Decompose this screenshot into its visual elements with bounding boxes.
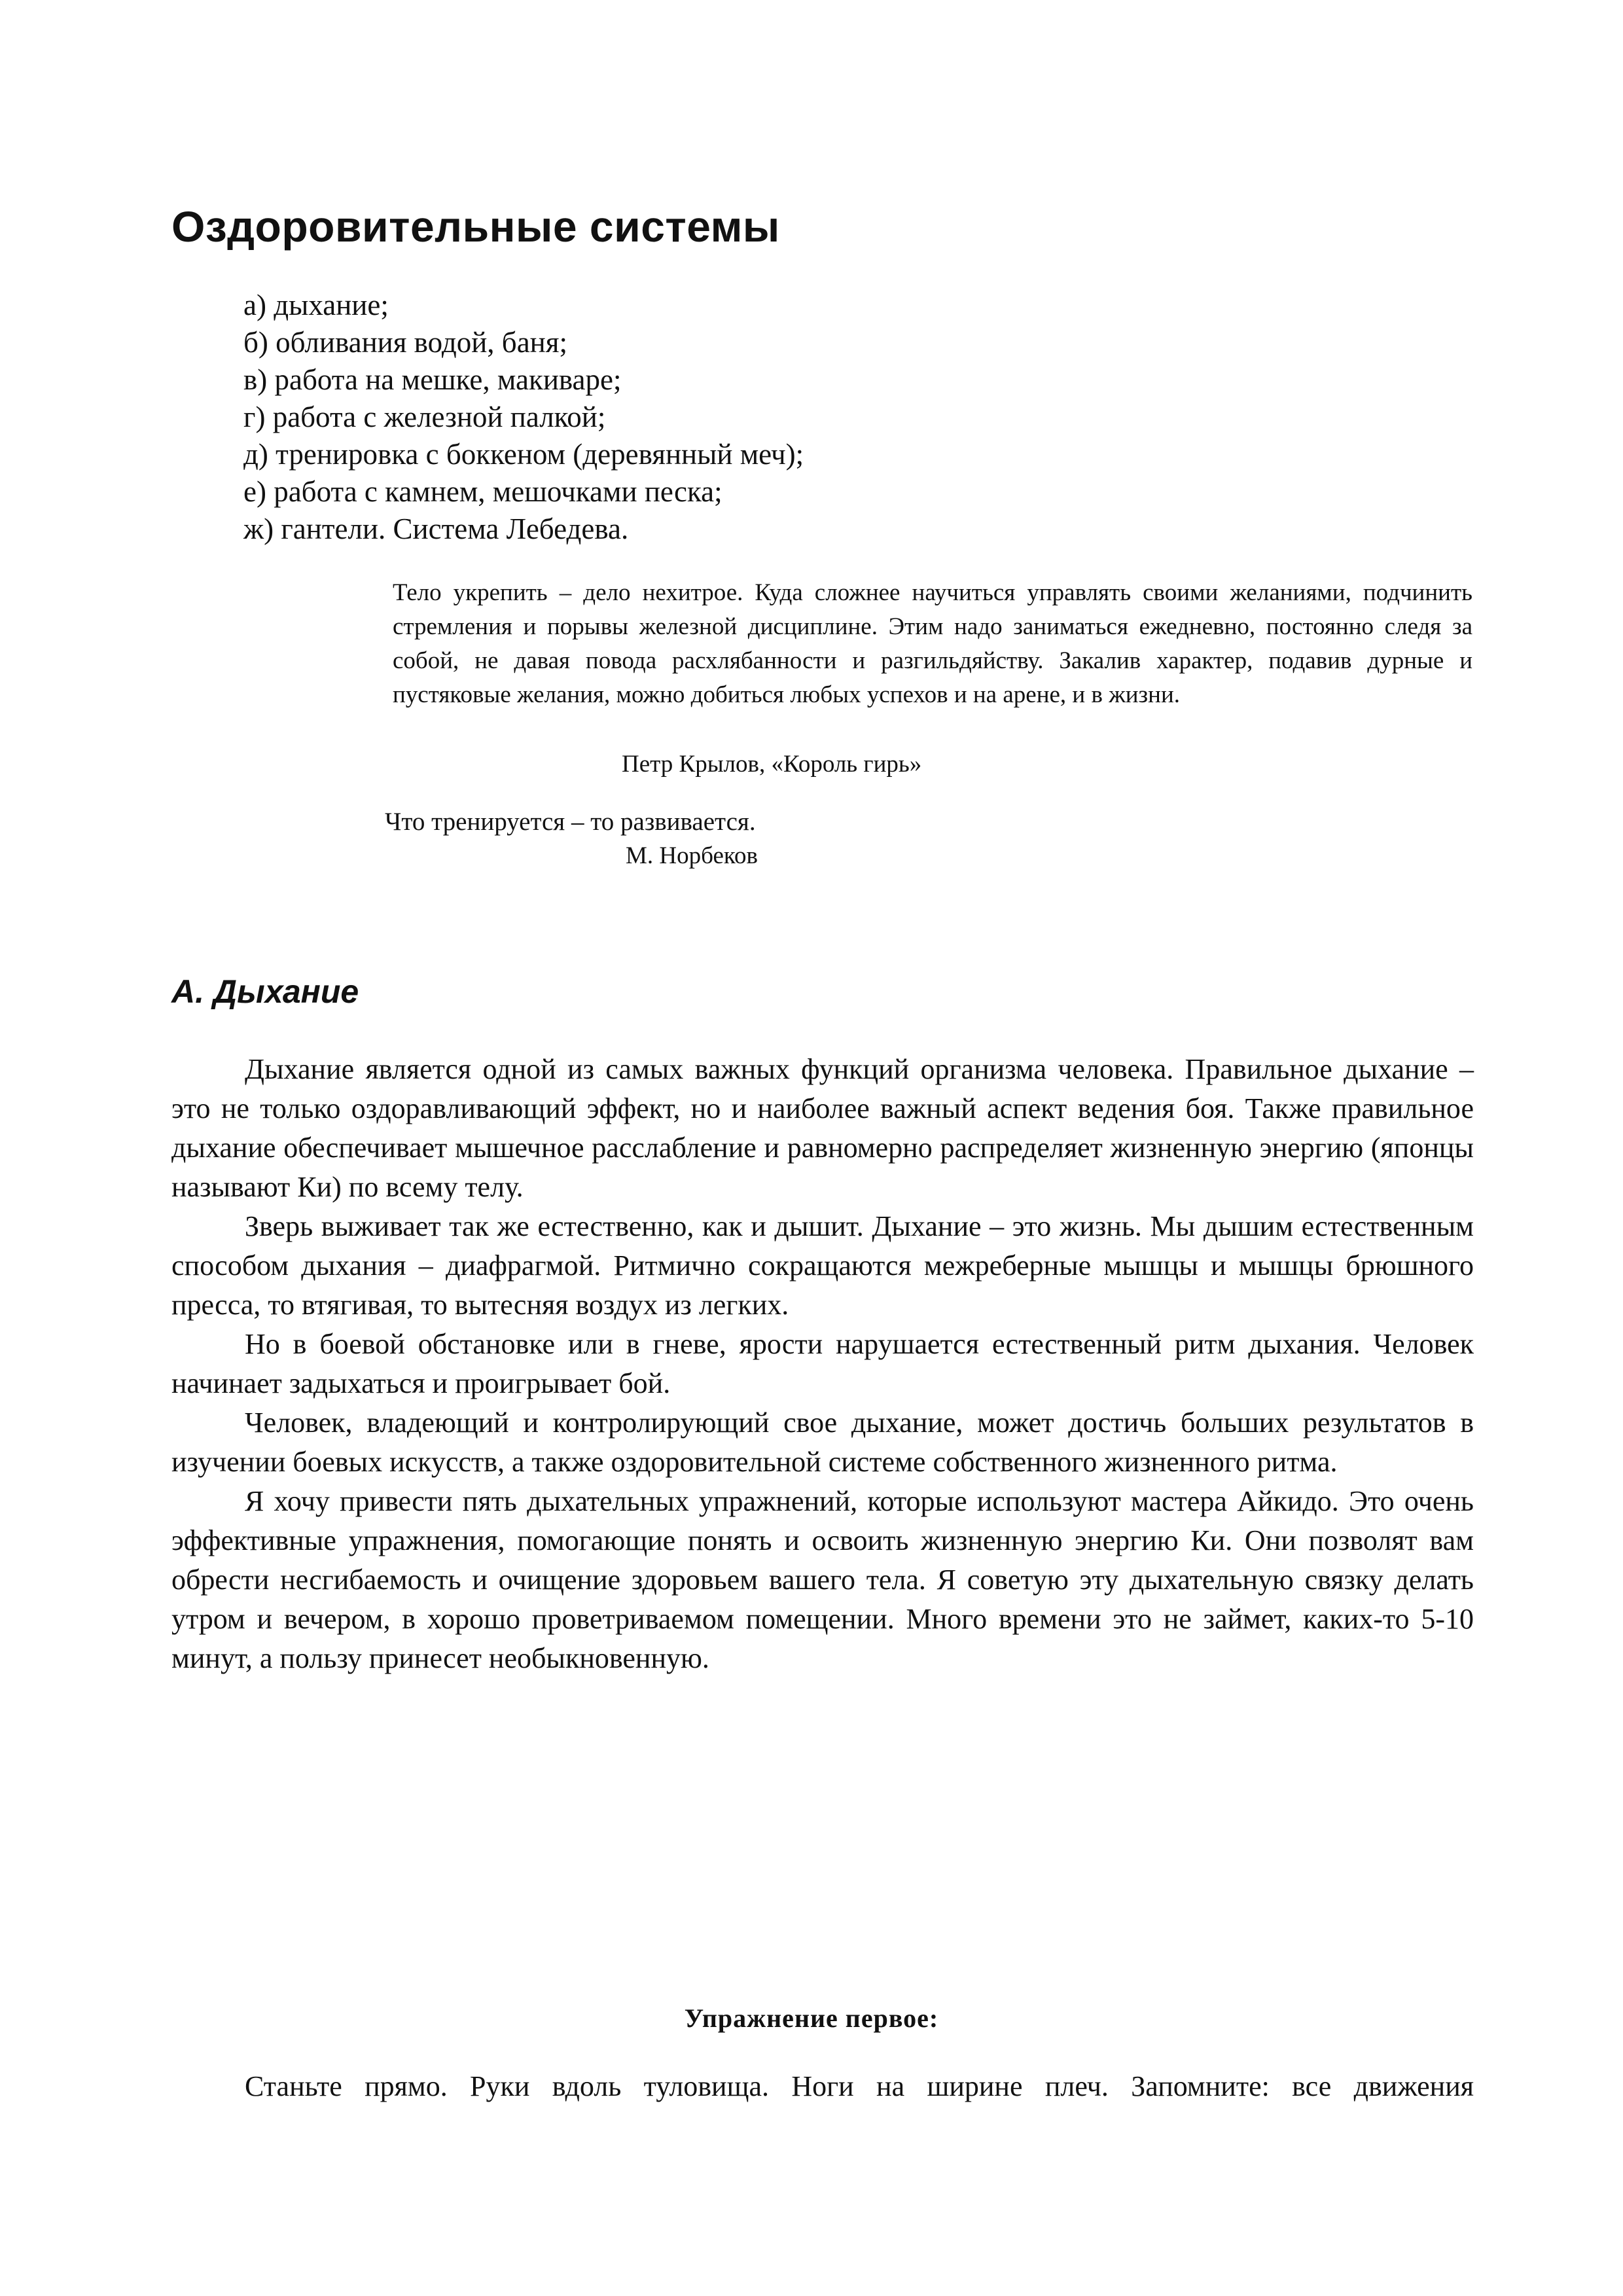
list-item: е) работа с камнем, мешочками песка; xyxy=(243,475,722,508)
epigraph-text: Что тренируется – то развивается. xyxy=(385,808,756,836)
list-item: д) тренировка с боккеном (деревянный меч); xyxy=(243,438,804,471)
list-item: г) работа с железной палкой; xyxy=(243,401,606,433)
page-title: Оздоровительные системы xyxy=(171,202,780,251)
epigraph-krylov xyxy=(393,576,1472,778)
epigraph-author: М. Норбеков xyxy=(626,842,758,869)
epigraph-author: Петр Крылов, «Король гирь» xyxy=(622,751,922,778)
list-item: ж) гантели. Система Лебедева. xyxy=(243,512,629,545)
paragraph: Я хочу привести пять дыхательных упражнений, которые используют мастера Айкидо. Это очень эффективные упражнения, помогающие понять и освоить жизненную энергию Ки. Они позволят вам обрести несгибаемость и очищение здоровьем вашего тела. Я советую эту дыхательную связку делать утром и вечером, в хорошо проветриваемом помещении. Много времени это не займет, каких-то 5-10 минут, а пользу принесет необыкновенную. xyxy=(171,1485,1474,1674)
systems-list xyxy=(243,287,804,548)
section-heading: А. Дыхание xyxy=(171,973,359,1010)
list-item: б) обливания водой, баня; xyxy=(243,326,567,359)
exercise-body xyxy=(171,2067,1474,2106)
paragraph: Но в боевой обстановке или в гневе, ярости нарушается естественный ритм дыхания. Человек начинает задыхаться и проигрывает бой. xyxy=(171,1328,1474,1399)
paragraph: Человек, владеющий и контролирующий свое дыхание, может достичь больших результатов в изучении боевых искусств, а также оздоровительной системе собственного жизненного ритма. xyxy=(171,1407,1474,1478)
paragraph: Станьте прямо. Руки вдоль туловища. Ноги на ширине плеч. Запомните: все движения xyxy=(245,2070,1474,2102)
paragraph: Дыхание является одной из самых важных функций организма человека. Правильное дыхание – это не только оздоравливающий эффект, но и наиболее важный аспект ведения боя. Также правильное дыхание обеспечивает мышечное расслабление и равномерно распределяет жизненную энергию (японцы называют Ки) по всему телу. xyxy=(171,1053,1474,1203)
list-item: в) работа на мешке, макиваре; xyxy=(243,363,622,396)
exercise-heading: Упражнение первое: xyxy=(684,2003,939,2033)
section-body xyxy=(171,1050,1474,1678)
paragraph: Зверь выживает так же естественно, как и дышит. Дыхание – это жизнь. Мы дышим естественным способом дыхания – диафрагмой. Ритмично сокращаются межреберные мышцы и мышцы брюшного пресса, то втягивая, то вытесняя воздух из легких. xyxy=(171,1210,1474,1321)
list-item: а) дыхание; xyxy=(243,289,389,321)
epigraph-text: Тело укрепить – дело нехитрое. Куда сложнее научиться управлять своими желаниями, подчинить стремления и порывы железной дисциплине. Этим надо заниматься ежедневно, постоянно следя за собой, не давая повода расхлябанности и разгильдяйству. Закалив характер, подавив дурные и пустяковые желания, можно добиться любых успехов и на арене, и в жизни. xyxy=(393,579,1472,708)
epigraph-norbekov xyxy=(385,805,1039,869)
